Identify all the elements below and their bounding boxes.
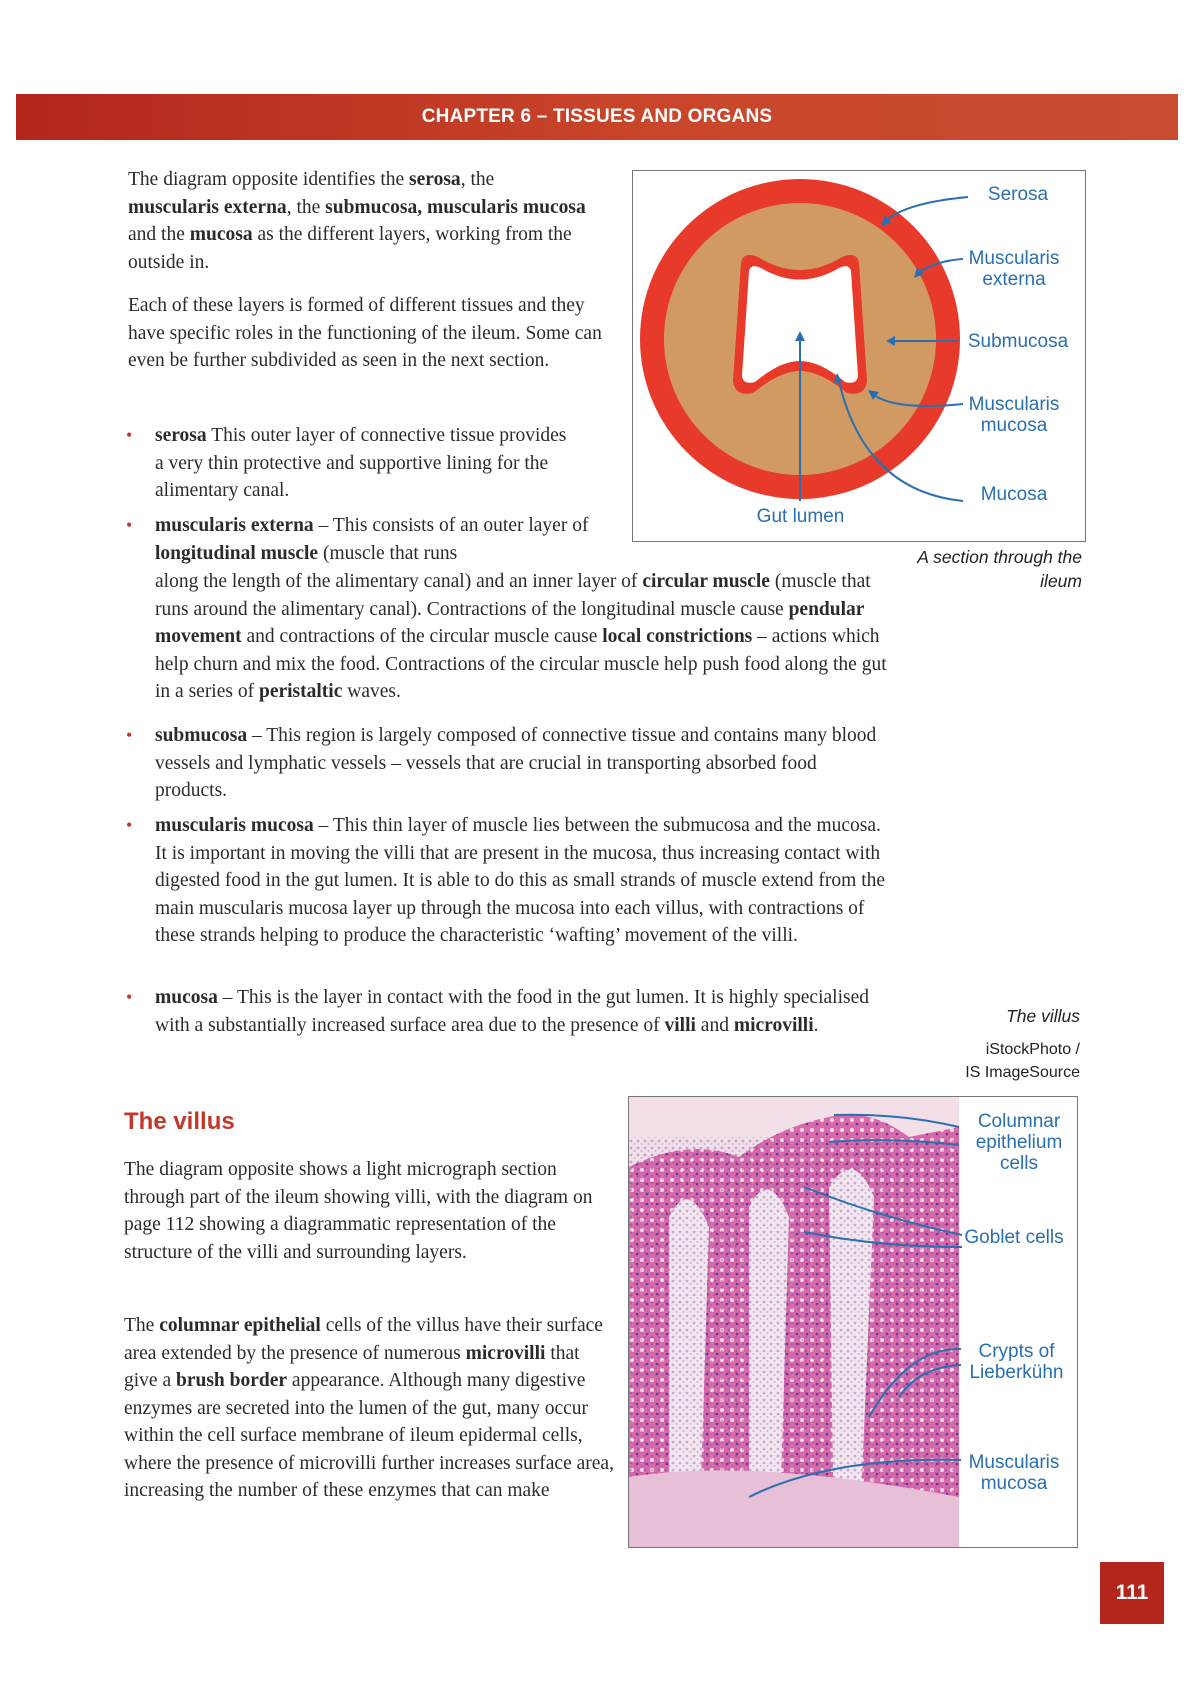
label-crypts: Crypts of Lieberkühn — [969, 1341, 1064, 1383]
bullet-submucosa: submucosa – This region is largely composed of connective tissue and contains many blood vessels and lymphatic vessels – vessels that are crucial in transporting absorbed food products. — [155, 725, 877, 801]
label-gut-lumen: Gut lumen — [733, 506, 868, 527]
villus-micrograph — [628, 1096, 1078, 1548]
bullet-dot: • — [126, 815, 133, 835]
page-number-box — [1100, 1562, 1164, 1624]
intro-paragraph-1: The diagram opposite identifies the serosa, the muscularis externa, the submucosa, muscularis mucosa and the mucosa as the different layers, working from the outside in. — [128, 169, 586, 273]
label-mucosa: Mucosa — [980, 484, 1048, 505]
chapter-header-bar — [16, 94, 1178, 140]
villus-paragraph-1: The diagram opposite shows a light micrograph section through part of the ileum showing villi, with the diagram on page 112 showing a diagrammatic representation of the structure of the villi and surrounding layers. — [124, 1159, 593, 1263]
bullet-dot: • — [126, 425, 133, 445]
bullet-muscularis-externa: muscularis externa – This consists of an outer layer of — [155, 515, 589, 536]
bullet-cont: (muscle that runs — [318, 543, 458, 564]
bullet-muscularis-mucosa: muscularis mucosa – This thin layer of muscle lies between the submucosa and the mucosa. It is important in moving the villi that are present in the mucosa, thus increasing contact with digested food in the gut lumen. It is able to do this as small strands of muscle extend from the main muscularis mucosa layer up through the mucosa into each villus, with contractions of these strands helping to produce the characteristic ‘wafting’ movement of the villi. — [155, 815, 886, 946]
label-muscularis-mucosa: Muscularis mucosa — [968, 394, 1060, 436]
label-muscularis-externa: Muscularis externa — [968, 248, 1060, 290]
bullet-muscularis-externa-line2: longitudinal muscle (muscle that runs — [155, 543, 458, 564]
villus-heading: The villus — [124, 1108, 235, 1135]
label-muscularis-mucosa-micro: Muscularis mucosa — [968, 1452, 1060, 1494]
bullet-dot: • — [126, 725, 133, 745]
label-goblet-cells: Goblet cells — [964, 1227, 1064, 1248]
photo-credit-line-1: iStockPhoto / — [985, 1041, 1080, 1058]
label-serosa: Serosa — [987, 184, 1049, 205]
bullet-serosa: serosa This outer layer of connective tissue provides a very thin protective and supportive lining for the alimentary canal. — [155, 425, 567, 501]
ileum-section-diagram — [632, 170, 1086, 542]
villus-paragraph-2: The columnar epithelial cells of the villus have their surface area extended by the presence of numerous microvilli that give a brush border appearance. Although many digestive enzymes are secreted into the lumen of the gut, many occur within the cell surface membrane of ileum epidermal cells, where the presence of microvilli further increases surface area, increasing the number of these enzymes that can make — [124, 1315, 614, 1501]
villus-caption: The villus — [1006, 1006, 1080, 1026]
intro-paragraph-2: Each of these layers is formed of different tissues and they have specific roles in the functioning of the ileum. Some can even be further subdivided as seen in the next section. — [128, 295, 602, 371]
label-submucosa: Submucosa — [967, 331, 1069, 352]
bullet-cont: along the length of the alimentary canal) and an inner layer of — [155, 571, 643, 592]
bullet-dot: • — [126, 515, 133, 535]
photo-credit-line-2: IS ImageSource — [965, 1064, 1080, 1081]
bullet-muscularis-externa-rest: along the length of the alimentary canal) and an inner layer of circular muscle (muscle that runs around the alimentary canal). Contractions of the longitudinal muscle cause pendular movement and contractions of the circular muscle cause local constrictions – actions which help churn and mix the food. Contractions of the circular muscle help push food along the gut in a series of peristaltic waves. — [155, 571, 887, 702]
bullet-mucosa: mucosa – This is the layer in contact with the food in the gut lumen. It is highly specialised with a substantially increased surface area due to the presence of villi and microvilli. — [155, 987, 869, 1036]
label-columnar-epithelium: Columnar epithelium cells — [975, 1111, 1063, 1174]
ileum-diagram-caption: A section through the ileum — [917, 547, 1082, 591]
bullet-dot: • — [126, 987, 133, 1007]
page-number: 111 — [1115, 1581, 1149, 1604]
chapter-title: CHAPTER 6 – TISSUES AND ORGANS — [421, 106, 773, 127]
